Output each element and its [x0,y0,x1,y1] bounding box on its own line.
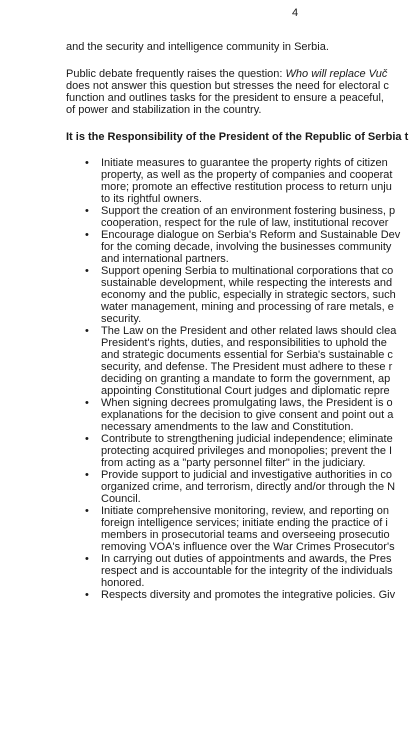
duty-list-item [66,553,411,589]
duty-line: Support the creation of an environment fostering business, p [101,205,396,217]
duty-line: Provide support to judicial and investigative authorities in co [101,469,393,481]
duty-line: to its rightful owners. [101,193,202,205]
duty-line: In carrying out duties of appointments and awards, the Pres [101,553,392,565]
duty-line: and strategic documents essential for Serbia's sustainable c [101,349,393,361]
duty-line: Initiate comprehensive monitoring, review, and reporting on [101,505,389,517]
duty-line: economy and the public, especially in strategic sectors, such [101,289,396,301]
duty-line: Contribute to strengthening judicial independence; eliminate [101,433,393,445]
bullet-icon: • [85,433,89,445]
debate-question: Who will replace Vuč [285,68,388,80]
duty-line: protecting acquired privileges and monopolies; prevent the I [101,445,393,457]
debate-line: Public debate frequently raises the question: Who will replace Vuč [66,68,388,80]
page-number: 4 [291,7,299,19]
bullet-icon: • [85,205,89,217]
duty-line: property, as well as the property of companies and cooperat [101,169,393,181]
duty-line: explanations for the decision to give consent and point out a [101,409,394,421]
duty-line: honored. [101,577,145,589]
duty-line: foreign intelligence services; initiate ending the practice of i [101,517,388,529]
duty-list-item [66,589,411,601]
duty-line: Respects diversity and promotes the integrative policies. Giv [101,589,396,601]
duty-line: security. [101,313,142,325]
duty-line: Initiate measures to guarantee the property rights of citizen [101,157,388,169]
intro-paragraph: and the security and intelligence community in Serbia. [66,41,329,53]
duty-line: appointing Constitutional Court judges and diplomatic repre [101,385,390,397]
duty-line: necessary amendments to the law and Constitution. [101,421,354,433]
duty-list-item [66,205,411,229]
bullet-icon: • [85,397,89,409]
duty-line: respect and is accountable for the integrity of the individuals [101,565,393,577]
duty-list-item [66,505,411,553]
bullet-icon: • [85,553,89,565]
document-body [66,41,411,601]
duty-list-item [66,157,411,205]
duty-list-item [66,397,411,433]
duty-list-item [66,469,411,505]
bullet-icon: • [85,229,89,241]
duty-line: members in prosecutorial teams and overseeing prosecutio [101,529,390,541]
duty-line: When signing decrees promulgating laws, the President is o [101,397,393,409]
duty-line: and international partners. [101,253,229,265]
duties-list [66,157,411,601]
duty-line: more; promote an effective restitution process to return unju [101,181,392,193]
section-heading: It is the Responsibility of the President of the Republic of Serbia t [66,131,409,143]
duty-line: sustainable development, while respecting the interests and [101,277,393,289]
debate-line: of power and stabilization in the country. [66,104,262,116]
bullet-icon: • [85,265,89,277]
duty-line: deciding on granting a mandate to form the government, ap [101,373,391,385]
duty-line: organized crime, and terrorism, directly and/or through the N [101,481,396,493]
duty-line: water management, mining and processing of rare metals, e [101,301,394,313]
duty-list-item [66,229,411,265]
debate-line: does not answer this question but stresses the need for electoral c [66,80,389,92]
debate-line: function and outlines tasks for the president to ensure a peaceful, [66,92,384,104]
duty-line: President's rights, duties, and responsibilities to uphold the [101,337,387,349]
duty-line: The Law on the President and other related laws should clea [101,325,397,337]
duty-list-item [66,325,411,397]
bullet-icon: • [85,505,89,517]
duty-line: security, and defense. The President must adhere to these r [101,361,393,373]
debate-paragraph [66,68,411,116]
duty-line: removing VOA's influence over the War Crimes Prosecutor's [101,541,395,553]
duty-line: for the coming decade, involving the businesses community [101,241,392,253]
duty-line: Council. [101,493,141,505]
duty-list-item [66,265,411,325]
bullet-icon: • [85,589,89,601]
duty-line: Support opening Serbia to multinational corporations that co [101,265,394,277]
bullet-icon: • [85,157,89,169]
bullet-icon: • [85,325,89,337]
bullet-icon: • [85,469,89,481]
duty-line: from acting as a "party personnel filter" in the judiciary. [101,457,366,469]
duty-list-item [66,433,411,469]
duty-line: Encourage dialogue on Serbia's Reform and Sustainable Dev [101,229,401,241]
duty-line: cooperation, respect for the rule of law, institutional recover [101,217,389,229]
